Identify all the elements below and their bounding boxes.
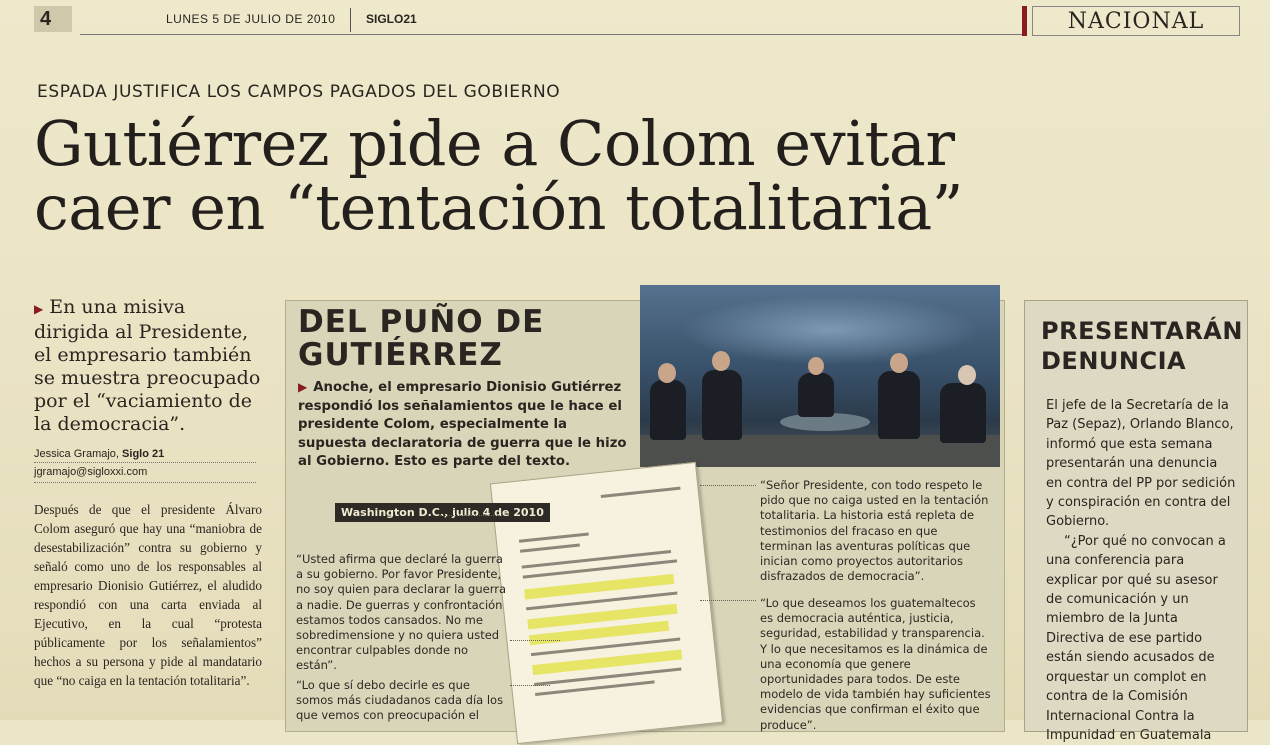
newspaper-name: SIGLO21 xyxy=(366,12,417,26)
bullet-triangle-icon: ▶ xyxy=(298,380,308,394)
callout-line xyxy=(510,685,550,686)
letter-quote-3: “Señor Presidente, con todo respeto le pido que no caiga usted en la tentación totalitaria. La historia está repleta de testimonios del fracaso en que terminan las aventuras políticas que inician como proyectos autoritarios disfrazados de democracia”. xyxy=(760,478,989,584)
photo-person-head xyxy=(958,365,976,385)
sidebar-title-line-2: DENUNCIA xyxy=(1041,347,1187,375)
letter-line xyxy=(522,550,671,569)
photo-person xyxy=(702,370,742,440)
sidebar-paragraph-2: “¿Por qué no convocan a una conferencia para explicar por qué su asesor de comunicación y un miembro de la Junta Directiva de ese partido están siendo acusados de orquestar un complot en contra de la Comisión Internacional Contra la Impunidad en Guatemala xyxy=(1046,533,1226,743)
sidebar-title-line-1: PRESENTARÁN xyxy=(1041,317,1243,345)
photo-person xyxy=(798,373,834,417)
masthead-rule xyxy=(80,34,1025,35)
section-marker xyxy=(1022,6,1027,36)
byline-rule xyxy=(34,462,256,463)
letter-dateline: Washington D.C., julio 4 de 2010 xyxy=(335,503,550,522)
panel-title-line-1: DEL PUÑO DE xyxy=(298,304,545,340)
author-email: jgramajo@sigloxxi.com xyxy=(34,466,148,478)
photo-person-head xyxy=(808,357,824,375)
photo-person-head xyxy=(712,351,730,371)
letter-quote-1: “Usted afirma que declaré la guerra a su gobierno. Por favor Presidente, no soy quien para declarar la guerra a nadie. De guerras y confrontación estamos todos cansados. No me sobredimensione y no quiera usted encontrar culpables donde no están”. xyxy=(296,552,507,673)
headline-line-1: Gutiérrez pide a Colom evitar xyxy=(34,107,955,180)
panel-lede xyxy=(298,378,633,472)
letter-quote-4: “Lo que deseamos los guatemaltecos es democracia auténtica, justicia, seguridad, estabilidad y transparencia. Y lo que necesitamos es la dinámica de una economía que genere oportunidades para todos. De este modelo de vida también hay suficientes evidencias que confirman el éxito que produce”. xyxy=(760,596,991,732)
bullet-triangle-icon: ▶ xyxy=(34,302,44,316)
author-outlet: Siglo 21 xyxy=(122,448,165,460)
letter-line xyxy=(520,543,580,552)
issue-date: LUNES 5 DE JULIO DE 2010 xyxy=(166,12,336,26)
callout-line xyxy=(700,485,756,486)
sidebar-title xyxy=(1041,316,1243,376)
byline xyxy=(34,448,164,460)
panel-title-line-2: GUTIÉRREZ xyxy=(298,337,503,373)
sidebar-text xyxy=(1046,396,1236,745)
page-number: 4 xyxy=(34,6,72,32)
letter-quote-2: “Lo que sí debo decirle es que somos más ciudadanos cada día los que vemos con preocupación el xyxy=(296,678,504,723)
article-body: Después de que el presidente Álvaro Colom aseguró que hay una “maniobra de desestabilización” contra su gobierno y señaló como uno de los responsables al empresario Dionisio Gutiérrez, el aludido respondió con una carta enviada al Ejecutivo, en la cual “protesta públicamente por los señalamientos” hechos a su persona y pide al mandatario que “no caiga en la tentación totalitaria”. xyxy=(34,502,262,688)
photo-person xyxy=(940,383,986,443)
photo-person-head xyxy=(658,363,676,383)
callout-line xyxy=(510,640,560,641)
panel-title xyxy=(298,306,544,372)
email-rule xyxy=(34,482,256,483)
author-name: Jessica Gramajo, xyxy=(34,448,119,460)
headline xyxy=(34,107,1244,244)
headline-line-2: caer en “tentación totalitaria” xyxy=(34,171,963,244)
photo-person-head xyxy=(890,353,908,373)
callout-line xyxy=(440,515,504,516)
photo-person xyxy=(878,371,920,439)
kicker: ESPADA JUSTIFICA LOS CAMPOS PAGADOS DEL GOBIERNO xyxy=(37,82,561,102)
section-label: NACIONAL xyxy=(1032,6,1240,36)
masthead-divider xyxy=(350,8,351,32)
panel-lede-text: Anoche, el empresario Dionisio Gutiérrez respondió los señalamientos que le hace el presidente Colom, especialmente la supuesta declaratoria de guerra que le hizo al Gobierno. Esto es parte del texto. xyxy=(298,380,627,470)
letter-line xyxy=(601,487,681,498)
photo-person xyxy=(650,380,686,440)
letter-line xyxy=(519,532,589,542)
sidebar-paragraph-1: El jefe de la Secretaría de la Paz (Sepaz), Orlando Blanco, informó que esta semana presentarán una denuncia en contra del PP por sedición y conspiración en contra del Gobierno. xyxy=(1046,398,1236,530)
article-lede xyxy=(34,296,264,436)
lede-text: En una misiva dirigida al Presidente, el empresario también se muestra preocupado por el “vaciamiento de la democracia”. xyxy=(34,296,261,435)
callout-line xyxy=(700,600,756,601)
news-photo xyxy=(640,285,1000,467)
